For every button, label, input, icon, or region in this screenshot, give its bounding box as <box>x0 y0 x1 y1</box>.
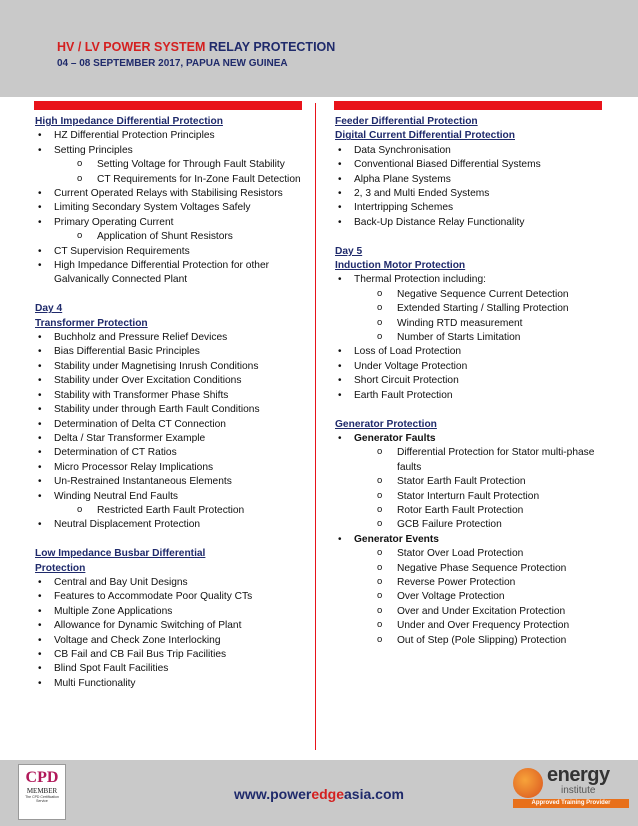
left-red-bar <box>34 101 302 110</box>
bullet-list <box>35 331 307 533</box>
bullet-list <box>335 432 610 648</box>
sub-list-item: o Stator Over Load Protection <box>354 547 610 561</box>
url-accent: edge <box>311 786 345 802</box>
list-item <box>335 533 610 648</box>
list-item: • Stability with Transformer Phase Shifts <box>35 389 307 403</box>
list-item: • Voltage and Check Zone Interlocking <box>35 634 307 648</box>
list-item: • Delta / Star Transformer Example <box>35 432 307 446</box>
sub-list <box>54 504 307 518</box>
bullet-list <box>35 129 307 287</box>
sub-list-item: o Application of Shunt Resistors <box>54 230 307 244</box>
section-heading-cont: Protection <box>35 562 86 574</box>
list-item: • Un-Restrained Instantaneous Elements <box>35 475 307 489</box>
sub-list-item: o Differential Protection for Stator multi-phase faults <box>354 446 610 475</box>
spacer <box>35 288 307 302</box>
sub-list-item: o Winding RTD measurement <box>354 317 610 331</box>
section-heading: Transformer Protection <box>35 317 148 329</box>
cpd-service-text: The CPD Certification Service <box>25 795 59 803</box>
list-item: • CT Supervision Requirements <box>35 245 307 259</box>
sub-list <box>54 158 307 187</box>
sub-list-item: o Under and Over Frequency Protection <box>354 619 610 633</box>
sub-list-item: o Restricted Earth Fault Protection <box>54 504 307 518</box>
list-item: • Data Synchronisation <box>335 144 610 158</box>
bullet-list <box>335 144 610 230</box>
list-item: • Intertripping Schemes <box>335 201 610 215</box>
list-item: • Blind Spot Fault Facilities <box>35 662 307 676</box>
ei-subname: institute <box>561 785 596 796</box>
list-item: • Stability under Magnetising Inrush Conditions <box>35 360 307 374</box>
course-title-rest: RELAY PROTECTION <box>205 40 336 54</box>
list-item: • Determination of CT Ratios <box>35 446 307 460</box>
section-heading: Feeder Differential Protection <box>335 116 478 127</box>
section-heading: Induction Motor Protection <box>335 260 466 272</box>
sub-list-item: o Stator Interturn Fault Protection <box>354 490 610 504</box>
course-title-accent: HV / LV POWER SYSTEM <box>57 40 206 54</box>
list-item: • Current Operated Relays with Stabilising Resistors <box>35 187 307 201</box>
list-item-label: Winding Neutral End Faults <box>54 490 179 502</box>
url-part: asia.com <box>344 786 404 802</box>
list-item: • Short Circuit Protection <box>335 374 610 388</box>
list-item: • Limiting Secondary System Voltages Safely <box>35 201 307 215</box>
list-item: • Features to Accommodate Poor Quality CTs <box>35 590 307 604</box>
list-item: • Multi Functionality <box>35 677 307 691</box>
sub-list-item: o Number of Starts Limitation <box>354 331 610 345</box>
list-item: • Conventional Biased Differential Systems <box>335 158 610 172</box>
cpd-logo-text: CPD <box>25 769 59 786</box>
section-heading: Digital Current Differential Protection <box>335 130 515 142</box>
day-heading: Day 4 <box>35 303 63 315</box>
left-column <box>35 115 307 691</box>
bullet-list <box>35 576 307 691</box>
sub-list-item: o Extended Starting / Stalling Protection <box>354 302 610 316</box>
list-item: • HZ Differential Protection Principles <box>35 129 307 143</box>
list-item: • Buchholz and Pressure Relief Devices <box>35 331 307 345</box>
list-item: • Loss of Load Protection <box>335 345 610 359</box>
course-dates-location: 04 – 08 SEPTEMBER 2017, PAPUA NEW GUINEA <box>57 58 288 69</box>
list-item: • 2, 3 and Multi Ended Systems <box>335 187 610 201</box>
list-item: • Earth Fault Protection <box>335 389 610 403</box>
list-item: • Micro Processor Relay Implications <box>35 461 307 475</box>
url-part: www.power <box>234 786 312 802</box>
spacer <box>35 533 307 547</box>
right-red-bar <box>334 101 602 110</box>
sub-list-item: o GCB Failure Protection <box>354 518 610 532</box>
list-item: • Multiple Zone Applications <box>35 605 307 619</box>
sub-list <box>354 288 610 346</box>
spacer <box>335 403 610 417</box>
sub-list <box>354 446 610 532</box>
cpd-member-text: MEMBER <box>26 787 58 795</box>
list-item: • Neutral Displacement Protection <box>35 518 307 532</box>
list-item-label: Setting Principles <box>54 144 133 156</box>
section-heading: High Impedance Differential Protection <box>35 116 223 127</box>
sub-list-item: o CT Requirements for In-Zone Fault Detection <box>54 173 307 187</box>
list-item-label: Thermal Protection including: <box>354 274 486 286</box>
list-item <box>335 273 610 345</box>
course-title <box>57 40 335 54</box>
right-column <box>335 115 610 648</box>
sub-list-item: o Negative Sequence Current Detection <box>354 288 610 302</box>
list-item: • Bias Differential Basic Principles <box>35 345 307 359</box>
section-heading: Generator Protection <box>335 418 437 430</box>
list-item: • Central and Bay Unit Designs <box>35 576 307 590</box>
ei-name: energy <box>547 764 610 786</box>
list-item <box>335 432 610 533</box>
list-item-label: Generator Events <box>354 533 439 545</box>
sub-list-item: o Out of Step (Pole Slipping) Protection <box>354 634 610 648</box>
list-item: • High Impedance Differential Protection for other Galvanically Connected Plant <box>35 259 307 288</box>
energy-institute-logo <box>513 766 629 808</box>
ei-approved-tag: Approved Training Provider <box>513 799 629 808</box>
list-item-label: Primary Operating Current <box>54 216 174 228</box>
list-item <box>35 144 307 187</box>
list-item <box>35 216 307 245</box>
column-divider <box>315 103 316 750</box>
day-heading: Day 5 <box>335 245 363 257</box>
section-heading: Low Impedance Busbar Differential <box>35 548 206 560</box>
list-item-label: Generator Faults <box>354 432 436 444</box>
list-item: • Stability under through Earth Fault Conditions <box>35 403 307 417</box>
sub-list-item: o Over Voltage Protection <box>354 590 610 604</box>
sub-list-item: o Over and Under Excitation Protection <box>354 605 610 619</box>
list-item: • Allowance for Dynamic Switching of Plant <box>35 619 307 633</box>
spacer <box>335 230 610 244</box>
bullet-list <box>335 273 610 403</box>
list-item: • Stability under Over Excitation Conditions <box>35 374 307 388</box>
list-item: • CB Fail and CB Fail Bus Trip Facilities <box>35 648 307 662</box>
list-item: • Back-Up Distance Relay Functionality <box>335 216 610 230</box>
sub-list <box>354 547 610 648</box>
sub-list-item: o Reverse Power Protection <box>354 576 610 590</box>
sub-list-item: o Negative Phase Sequence Protection <box>354 562 610 576</box>
sub-list-item: o Rotor Earth Fault Protection <box>354 504 610 518</box>
list-item <box>35 490 307 519</box>
list-item: • Determination of Delta CT Connection <box>35 418 307 432</box>
sub-list-item: o Setting Voltage for Through Fault Stability <box>54 158 307 172</box>
energy-institute-emblem-icon <box>513 768 543 798</box>
list-item: • Alpha Plane Systems <box>335 173 610 187</box>
sub-list <box>54 230 307 244</box>
sub-list-item: o Stator Earth Fault Protection <box>354 475 610 489</box>
list-item: • Under Voltage Protection <box>335 360 610 374</box>
